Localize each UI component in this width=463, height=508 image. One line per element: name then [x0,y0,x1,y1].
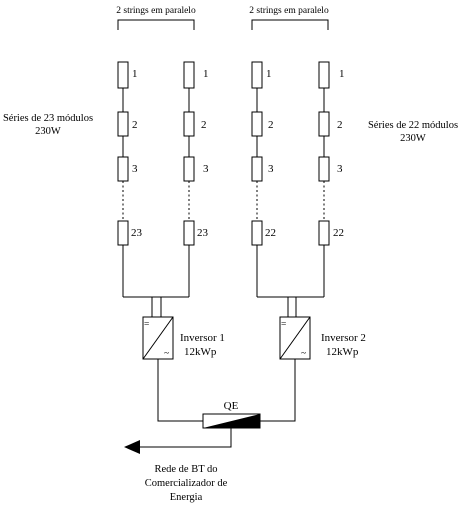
module-label: 3 [337,163,343,175]
module-label: 23 [197,227,208,239]
pv-module [319,221,329,245]
string-4 [319,62,345,297]
module-label: 22 [333,227,344,239]
module-label: 22 [265,227,276,239]
brace-left [118,20,194,30]
strings-parallel-label-left: 2 strings em paralelo [116,6,196,16]
parallel-bus-right [257,297,324,317]
module-label: 3 [132,163,138,175]
pv-module [118,62,128,88]
inverter-1 [143,317,173,359]
module-label: 3 [203,163,209,175]
ac-symbol: ~ [164,349,170,359]
electrical-panel-qe [203,414,260,428]
string-3 [252,62,276,297]
ac-symbol: ~ [301,349,307,359]
parallel-bus-left [123,297,189,317]
grid-arrow-icon [124,440,140,454]
pv-module [252,157,262,181]
module-label: 1 [203,68,209,80]
module-label: 23 [131,227,142,239]
series-right-line1: Séries de 22 módulos [367,120,459,131]
grid-label-line1: Rede de BT do [154,464,218,475]
grid-label-line3: Energia [169,492,203,503]
grid-label-line2: Comercializador de [144,478,228,489]
module-label: 3 [268,163,274,175]
inverter-2-power: 12kWp [326,346,359,358]
pv-module [319,62,329,88]
module-label: 1 [339,68,345,80]
pv-module [252,62,262,88]
strings-parallel-label-right: 2 strings em paralelo [249,6,329,16]
pv-module [118,157,128,181]
dc-symbol: = [281,320,287,330]
module-label: 2 [201,119,207,131]
pv-module [184,112,194,136]
pv-module [184,62,194,88]
inverter-1-power: 12kWp [184,346,217,358]
inverter-1-name: Inversor 1 [180,332,225,344]
pv-module [184,157,194,181]
module-label: 1 [266,68,272,80]
grid-output-line [140,428,231,447]
pv-module [319,157,329,181]
string-2 [184,62,209,297]
pv-module [118,221,128,245]
pv-module [252,112,262,136]
string-1 [118,62,143,297]
series-right-line2: 230W [400,133,426,144]
pv-module [184,221,194,245]
inverter-2-name: Inversor 2 [321,332,366,344]
dc-symbol: = [144,320,150,330]
module-label: 1 [132,68,138,80]
ac-line-inverter-1 [158,359,203,421]
brace-right [252,20,328,30]
inverter-2 [280,317,310,359]
pv-module [118,112,128,136]
series-left-line2: 230W [35,126,61,137]
panel-label: QE [223,400,239,412]
ac-line-inverter-2 [260,359,295,421]
module-label: 2 [132,119,138,131]
series-left-line1: Séries de 23 módulos [2,113,94,124]
module-label: 2 [337,119,343,131]
pv-module [252,221,262,245]
module-label: 2 [268,119,274,131]
pv-module [319,112,329,136]
